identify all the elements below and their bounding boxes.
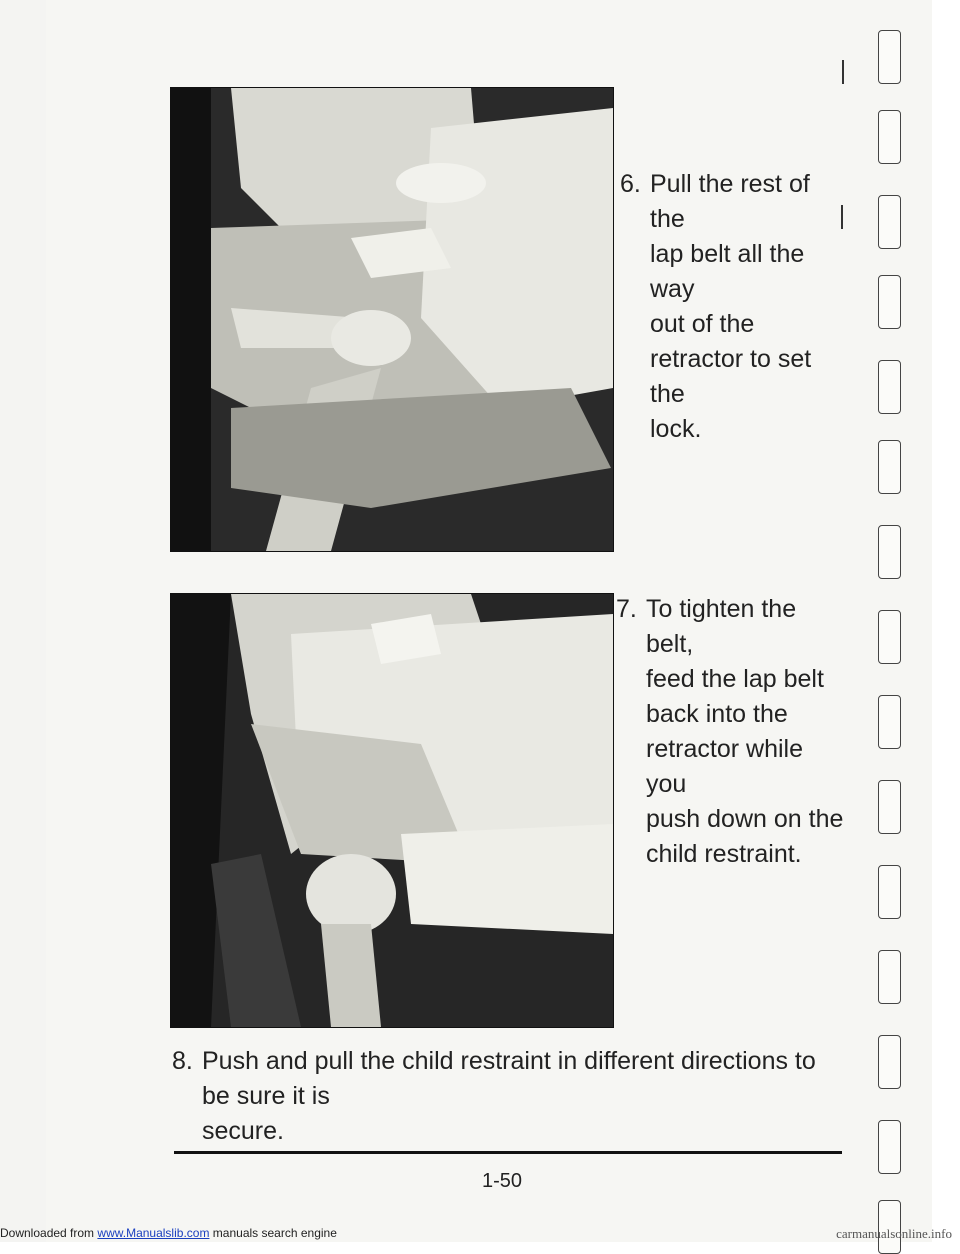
index-tab[interactable]	[878, 780, 901, 834]
step-text	[202, 1044, 842, 1149]
section-index-tabs	[878, 0, 908, 1242]
step-line: lock.	[650, 415, 702, 443]
step-8	[172, 1044, 842, 1145]
footer-suffix: manuals search engine	[212, 1226, 337, 1240]
step-line: secure.	[202, 1117, 284, 1145]
step-number: 8.	[172, 1047, 193, 1075]
photo-tighten-belt	[170, 593, 614, 1028]
index-tab[interactable]	[878, 360, 901, 414]
step-line: child restraint.	[646, 840, 802, 868]
step-number: 6.	[620, 170, 641, 198]
index-tab[interactable]	[878, 525, 901, 579]
index-tab[interactable]	[878, 30, 901, 84]
step-6	[620, 167, 820, 443]
index-tab[interactable]	[878, 1035, 901, 1089]
step-line: back into the	[646, 700, 788, 728]
download-footer	[0, 1225, 960, 1242]
step-line: retractor while you	[646, 735, 803, 798]
index-tab[interactable]	[878, 1120, 901, 1174]
step-text	[650, 167, 820, 447]
index-tab[interactable]	[878, 695, 901, 749]
photo-pull-lap-belt	[170, 87, 614, 552]
step-line: out of the	[650, 310, 755, 338]
index-tab[interactable]	[878, 440, 901, 494]
watermark: carmanualsonline.info	[836, 1226, 952, 1241]
step-line: lap belt all the way	[650, 240, 805, 303]
step-text	[646, 592, 846, 872]
index-tab[interactable]	[878, 610, 901, 664]
step-7	[616, 592, 846, 868]
margin-tick	[842, 60, 844, 84]
step-line: Pull the rest of the	[650, 170, 810, 233]
step-line: retractor to set the	[650, 345, 812, 408]
left-margin	[0, 0, 46, 1242]
footer-rule	[174, 1151, 842, 1154]
index-tab[interactable]	[878, 195, 901, 249]
page-number: 1-50	[481, 1170, 523, 1192]
index-tab[interactable]	[878, 110, 901, 164]
step-number: 7.	[616, 595, 637, 623]
step-line: To tighten the belt,	[646, 595, 797, 658]
index-tab[interactable]	[878, 865, 901, 919]
margin-tick	[841, 205, 843, 229]
footer-link[interactable]: www.Manualslib.com	[97, 1226, 210, 1240]
footer-prefix: Downloaded from	[0, 1226, 95, 1240]
step-line: feed the lap belt	[646, 665, 824, 693]
index-tab[interactable]	[878, 950, 901, 1004]
step-line: Push and pull the child restraint in different directions to be sure it is	[202, 1047, 816, 1110]
step-line: push down on the	[646, 805, 844, 833]
index-tab[interactable]	[878, 275, 901, 329]
